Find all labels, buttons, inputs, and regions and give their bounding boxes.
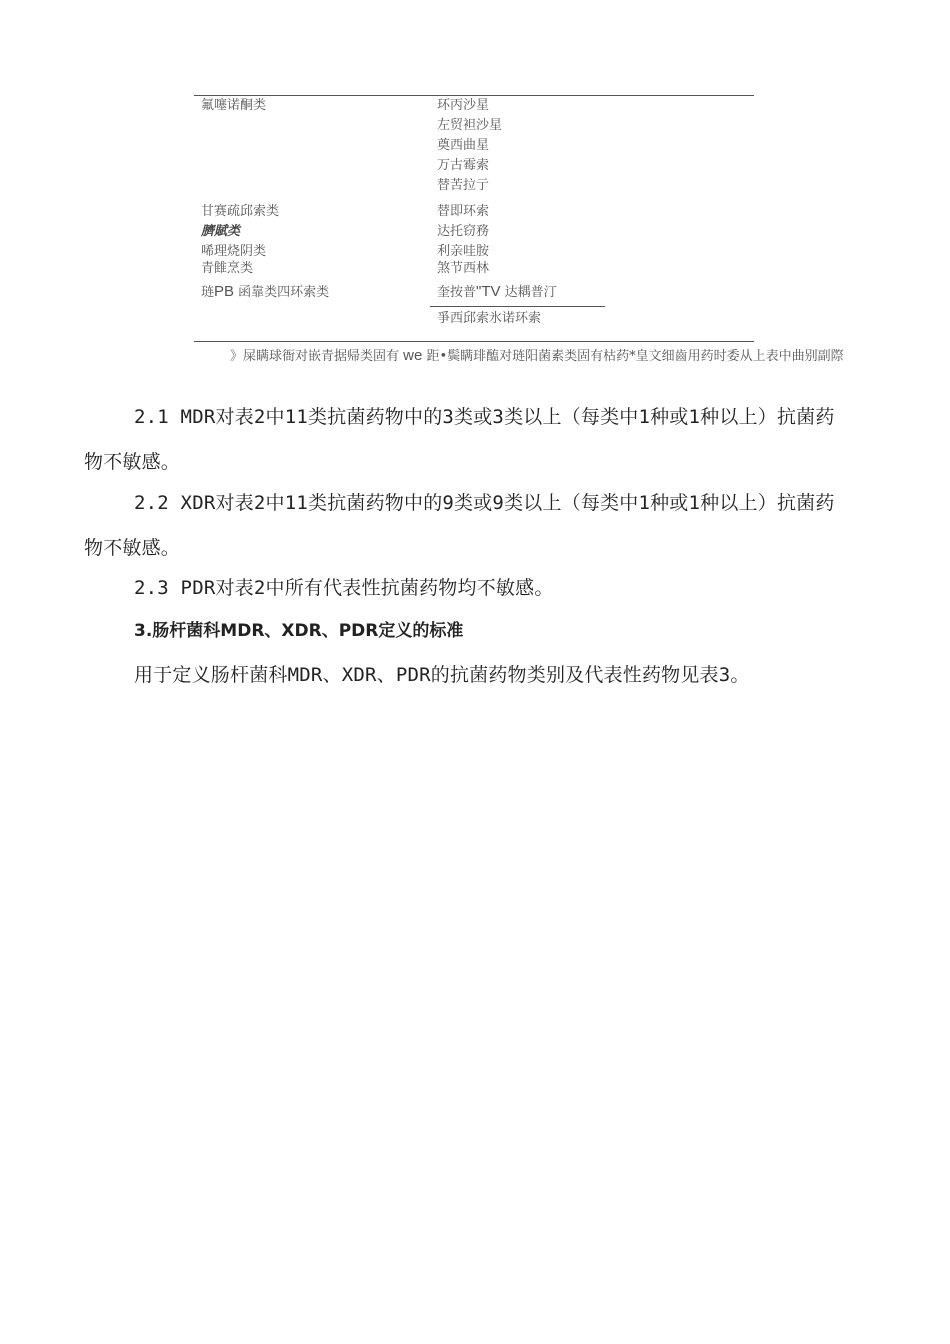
drug-name: 左贸袒沙星 — [437, 118, 503, 133]
table-drug-cell: 利亲哇胺 — [437, 244, 490, 259]
table-category-cell: 氟噻诺酮类 — [201, 98, 267, 113]
table-category-cell: 青雔烹类 — [201, 261, 254, 276]
table-drug-cell: 爭西邱索氷诺环索 — [437, 311, 542, 326]
footnote-latin: we — [403, 347, 423, 364]
table-category-cell: 臍賦类 — [201, 224, 241, 239]
table-drug-cell — [437, 282, 557, 303]
table-footnote — [198, 345, 858, 367]
drug-name: 替苦拉亍 — [437, 178, 490, 193]
table-drug-cell: 煞节西林 — [437, 261, 490, 276]
table-category-cell: 唏理烧阴类 — [201, 244, 267, 259]
category-latin: PB — [214, 283, 235, 300]
table-category-cell: 甘赛疏邱索类 — [201, 204, 280, 219]
drug-name: 万古霉索 — [437, 158, 490, 173]
drug-name: 奠西曲星 — [437, 138, 490, 153]
drug-text: 达耦普汀 — [504, 285, 557, 300]
table-drug-cell: 替即环索 — [437, 204, 490, 219]
paragraph-mdr: 2.1 MDR对表2中11类抗菌药物中的3类或3类以上（每类中1种或1种以上）抗菌药物不敏感。 — [84, 406, 835, 473]
table-bottom-rule — [194, 341, 754, 342]
table-drug-cell: 达托窃務 — [437, 224, 490, 239]
table-category-cell — [201, 282, 329, 303]
drug-name: 环丙沙星 — [437, 98, 490, 113]
drug-latin: "TV — [476, 283, 501, 300]
table-drug-cell — [437, 96, 502, 196]
footnote-text: 》屎瞒球衙对嵌青据帰类固有 — [230, 349, 400, 364]
section-heading: 3.肠杆菌科MDR、XDR、PDR定义的标准 — [134, 621, 464, 641]
paragraph-intro-table3: 用于定义肠杆菌科MDR、XDR、PDR的抗菌药物类别及代表性药物见表3。 — [134, 664, 750, 686]
table-inner-rule — [430, 306, 605, 307]
paragraph-pdr: 2.3 PDR对表2中所有代表性抗菌药物均不敏感。 — [134, 577, 554, 599]
category-text: 琏 — [201, 285, 215, 300]
category-text: 函靠类四环索类 — [238, 285, 330, 300]
footnote-text: 距•鬓瞒琲醢对琏阳菌素类固有枯药*皇文细齒用药时委从上表中曲别副際 — [426, 349, 844, 364]
paragraph-xdr: 2.2 XDR对表2中11类抗菌药物中的9类或9类以上（每类中1种或1种以上）抗菌药物不敏感。 — [84, 492, 835, 559]
drug-text: 奎按普 — [437, 285, 477, 300]
